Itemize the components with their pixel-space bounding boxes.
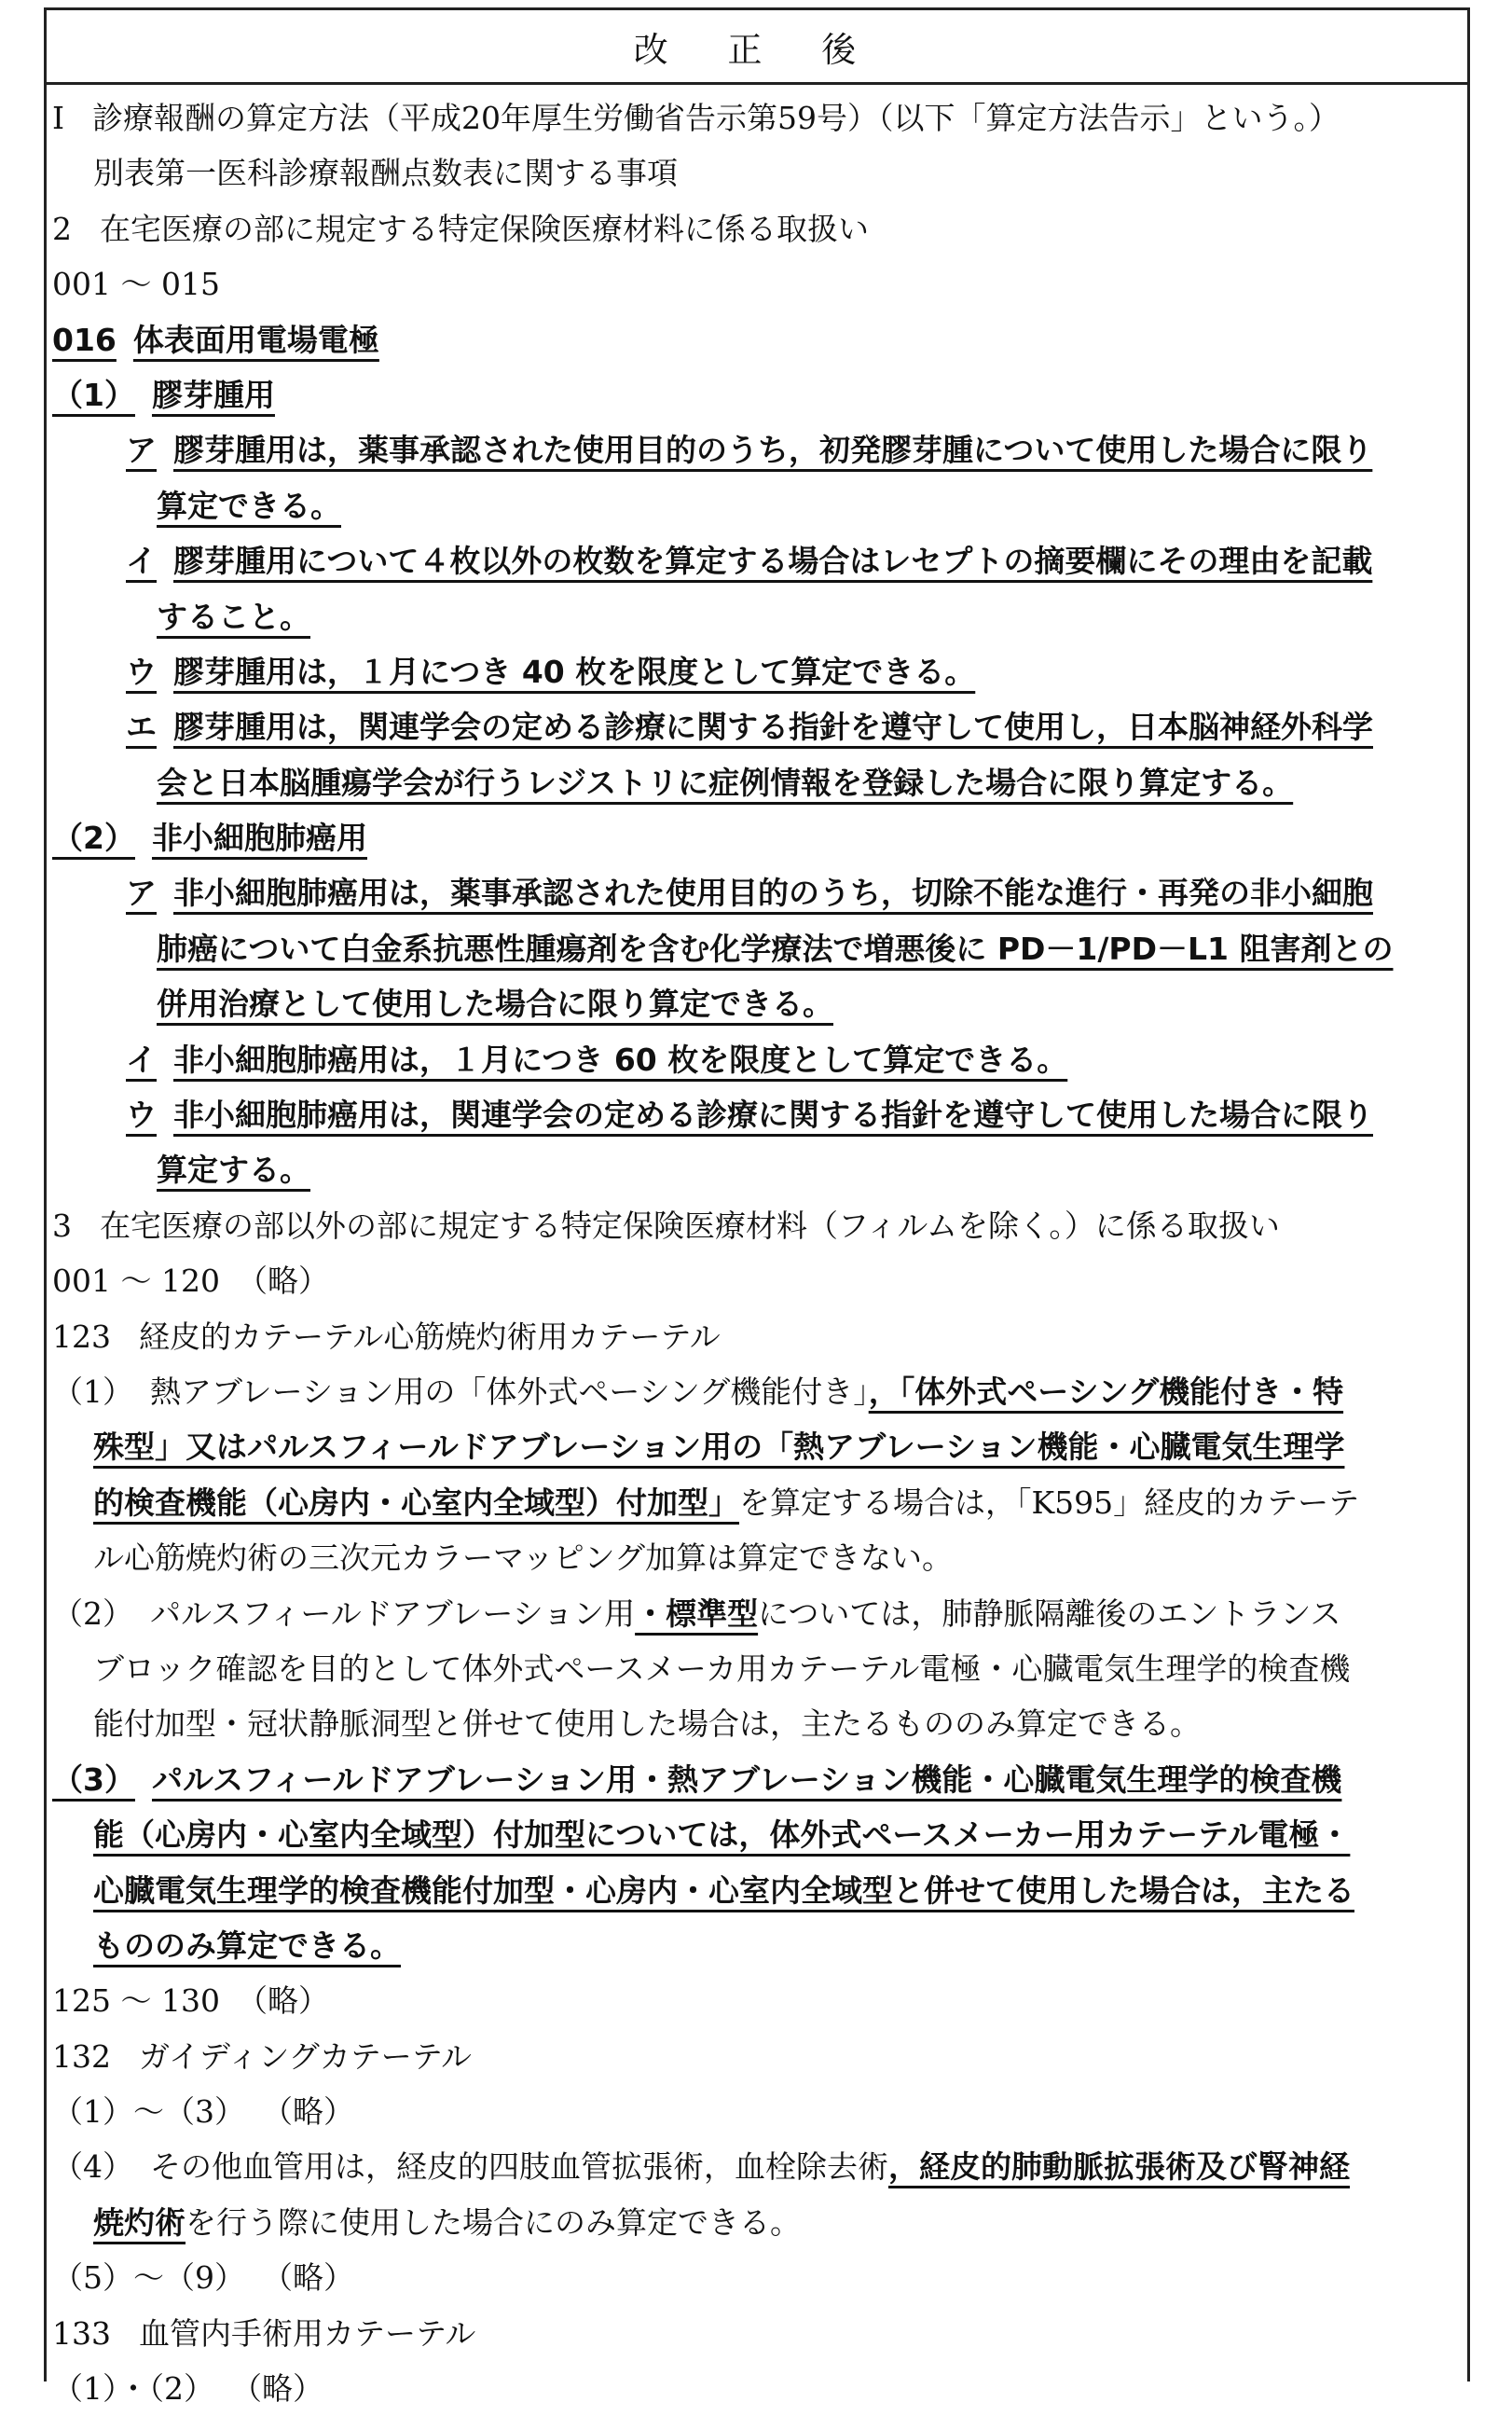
text-line: 殊型」又はパルスフィールドアブレーション用の「熱アブレーション機能・心臓電気生理学 (93, 1429, 1345, 1466)
section-heading-2: 2 在宅医療の部に規定する特定保険医療材料に係る取扱い (52, 210, 869, 247)
item-range-omitted: 001 ～ 120 （略） (52, 1263, 329, 1300)
column-header (47, 10, 1467, 85)
item-range-omitted: 125 ～ 130 （略） (52, 1982, 329, 2020)
clause-i: イ 非小細胞肺癌用は，１月につき 60 枚を限度として算定できる。 (126, 1041, 1068, 1078)
amendment-table (44, 7, 1470, 2408)
column-header-title: 改 正 後 (633, 29, 881, 70)
clause-continuation: 算定できる。 (157, 487, 341, 524)
text-line: 的検査機能（心房内・心室内全域型）付加型」を算定する場合は，「K595」経皮的カテーテ (93, 1484, 1360, 1521)
subitem-range-omitted: （5）～（9） （略） (52, 2259, 354, 2297)
text-line: ル心筋焼灼術の三次元カラーマッピング加算は算定できない。 (93, 1539, 954, 1577)
clause-i: イ 膠芽腫用について４枚以外の枚数を算定する場合はレセプトの摘要欄にその理由を記載 (126, 543, 1373, 580)
item-132-heading: 132 ガイディングカテーテル (52, 2037, 473, 2075)
item-132-subitem-4: （4） その他血管用は，経皮的四肢血管拡張術，血栓除去術，経皮的肺動脈拡張術及び腎神経 (52, 2148, 1350, 2186)
text-line: 心臓電気生理学的検査機能付加型・心房内・心室内全域型と併せて使用した場合は，主たる (93, 1871, 1354, 1909)
text-line: 別表第一医科診療報酬点数表に関する事項 (93, 155, 678, 192)
subitem-1-heading: （1） 膠芽腫用 (52, 376, 275, 413)
clause-continuation: 算定する。 (157, 1152, 310, 1189)
item-range: 001 ～ 015 (52, 266, 220, 303)
clause-continuation: すること。 (157, 598, 310, 635)
item-123-subitem-1: （1） 熱アブレーション用の「体外式ペーシング機能付き」，「体外式ペーシング機能付き・特 (52, 1373, 1344, 1410)
clause-u: ウ 非小細胞肺癌用は，関連学会の定める診療に関する指針を遵守して使用した場合に限り (126, 1097, 1373, 1134)
clause-a: ア 膠芽腫用は，薬事承認された使用目的のうち，初発膠芽腫について使用した場合に限り (126, 432, 1373, 469)
clause-a: ア 非小細胞肺癌用は，薬事承認された使用目的のうち，切除不能な進行・再発の非小細胞 (126, 875, 1373, 912)
subitem-range-omitted: （1）～（3） （略） (52, 2093, 354, 2131)
text-line: ブロック確認を目的として体外式ペースメーカ用カテーテル電極・心臓電気生理学的検査機 (93, 1650, 1351, 1687)
section-heading-3: 3 在宅医療の部以外の部に規定する特定保険医療材料（フィルムを除く。）に係る取扱い (52, 1207, 1280, 1244)
item-123-heading: 123 経皮的カテーテル心筋焼灼術用カテーテル (52, 1318, 721, 1355)
subitem-range-omitted: （1）・（2） （略） (52, 2370, 323, 2408)
document-body (47, 85, 1467, 2416)
text-line: 能付加型・冠状静脈洞型と併せて使用した場合は，主たるもののみ算定できる。 (93, 1705, 1201, 1743)
item-016-heading: 016 体表面用電場電極 (52, 321, 379, 358)
subitem-2-heading: （2） 非小細胞肺癌用 (52, 820, 367, 857)
clause-continuation: 肺癌について白金系抗悪性腫瘍剤を含む化学療法で増悪後に PD－1/PD－L1 阻害剤との (157, 930, 1394, 967)
clause-continuation: 会と日本脳腫瘍学会が行うレジストリに症例情報を登録した場合に限り算定する。 (157, 764, 1294, 801)
clause-e: エ 膠芽腫用は，関連学会の定める診療に関する指針を遵守して使用し，日本脳神経外科学 (126, 709, 1373, 746)
item-123-subitem-3: （3） パルスフィールドアブレーション用・熱アブレーション機能・心臓電気生理学的検査機 (52, 1760, 1342, 1798)
text-line: 焼灼術を行う際に使用した場合にのみ算定できる。 (93, 2203, 801, 2241)
item-133-heading: 133 血管内手術用カテーテル (52, 2314, 476, 2352)
text-line: 能（心房内・心室内全域型）付加型については，体外式ペースメーカー用カテーテル電極・ (93, 1816, 1351, 1854)
text-line: もののみ算定できる。 (93, 1926, 401, 1964)
section-heading-I: Ⅰ 診療報酬の算定方法（平成20年厚生労働省告示第59号）（以下「算定方法告示」という。） (52, 100, 1340, 136)
item-123-subitem-2: （2） パルスフィールドアブレーション用・標準型については，肺静脈隔離後のエントランス (52, 1595, 1341, 1632)
clause-continuation: 併用治療として使用した場合に限り算定できる。 (157, 986, 833, 1023)
clause-u: ウ 膠芽腫用は，１月につき 40 枚を限度として算定できる。 (126, 653, 976, 690)
